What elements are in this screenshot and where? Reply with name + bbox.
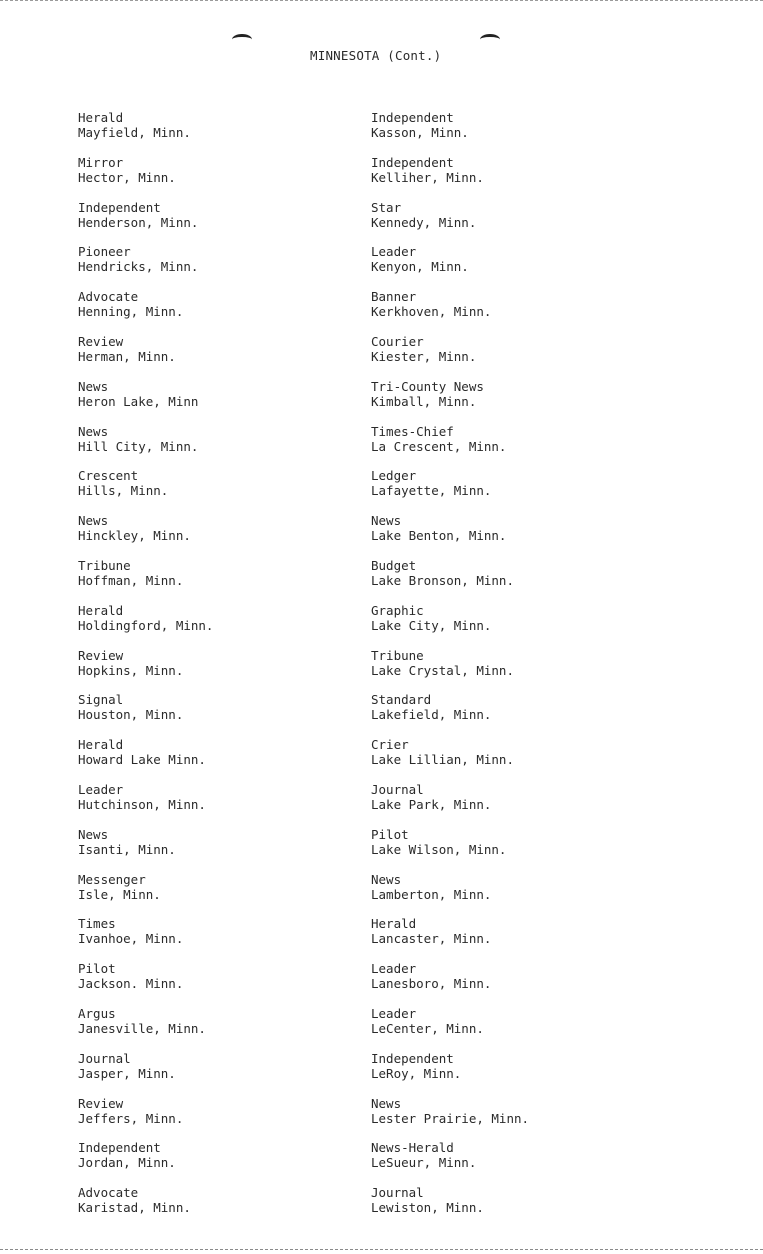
newspaper-town: LeCenter, Minn. — [371, 1020, 484, 1036]
newspaper-entry — [371, 379, 671, 424]
newspaper-entry — [371, 692, 671, 737]
newspaper-entry — [371, 648, 671, 693]
newspaper-entry — [78, 737, 378, 782]
newspaper-name: Pioneer — [78, 244, 131, 260]
newspaper-town: Lafayette, Minn. — [371, 483, 492, 499]
newspaper-entry — [78, 692, 378, 737]
newspaper-name: Tri-County News — [371, 378, 484, 394]
newspaper-town: Lake Benton, Minn. — [371, 528, 507, 544]
newspaper-name: Star — [371, 199, 402, 215]
newspaper-name: Banner — [371, 289, 417, 305]
newspaper-name: Journal — [371, 781, 424, 797]
newspaper-name: Tribune — [78, 557, 131, 573]
newspaper-name: Herald — [78, 110, 124, 125]
top-dashed-border — [0, 0, 763, 1]
newspaper-name: Tribune — [371, 647, 424, 663]
newspaper-name: Review — [78, 647, 124, 663]
newspaper-town: Kerkhoven, Minn. — [371, 304, 492, 320]
newspaper-name: News — [371, 513, 402, 529]
newspaper-entry — [78, 558, 378, 603]
newspaper-entry — [371, 1096, 671, 1141]
newspaper-entry — [78, 379, 378, 424]
newspaper-name: Review — [78, 333, 124, 349]
newspaper-entry — [371, 737, 671, 782]
newspaper-entry — [371, 334, 671, 379]
newspaper-entry — [371, 468, 671, 513]
newspaper-town: Lancaster, Minn. — [371, 931, 492, 947]
newspaper-entry — [78, 155, 378, 200]
newspaper-name: News — [78, 826, 109, 842]
newspaper-town: Kimball, Minn. — [371, 393, 477, 409]
newspaper-town: Hendricks, Minn. — [78, 259, 199, 275]
newspaper-town: Janesville, Minn. — [78, 1020, 206, 1036]
newspaper-name: News — [78, 423, 109, 439]
newspaper-town: Hinckley, Minn. — [78, 528, 191, 544]
newspaper-name: Courier — [371, 333, 424, 349]
newspaper-entry — [371, 961, 671, 1006]
left-newspaper-column — [78, 110, 378, 1230]
right-punch-mark-icon — [480, 34, 500, 45]
newspaper-name: Advocate — [78, 289, 139, 305]
newspaper-name: Argus — [78, 1005, 116, 1021]
newspaper-town: Lake Wilson, Minn. — [371, 841, 507, 857]
newspaper-entry — [78, 648, 378, 693]
newspaper-name: Messenger — [78, 871, 146, 887]
newspaper-town: Jackson. Minn. — [78, 976, 184, 992]
newspaper-town: Jasper, Minn. — [78, 1065, 176, 1081]
newspaper-town: Lake Crystal, Minn. — [371, 662, 514, 678]
newspaper-entry — [78, 827, 378, 872]
newspaper-name: Herald — [78, 737, 124, 753]
newspaper-entry — [371, 1185, 671, 1230]
newspaper-name: Herald — [371, 916, 417, 932]
newspaper-entry — [371, 1006, 671, 1051]
newspaper-entry — [78, 513, 378, 558]
newspaper-town: Heron Lake, Minn — [78, 393, 199, 409]
newspaper-entry — [78, 961, 378, 1006]
newspaper-name: Pilot — [371, 826, 409, 842]
newspaper-name: Journal — [371, 1185, 424, 1201]
newspaper-name: Times-Chief — [371, 423, 454, 439]
newspaper-town: Kasson, Minn. — [371, 125, 469, 140]
newspaper-town: Holdingford, Minn. — [78, 617, 214, 633]
newspaper-entry — [78, 200, 378, 245]
newspaper-town: Isanti, Minn. — [78, 841, 176, 857]
newspaper-entry — [78, 424, 378, 469]
newspaper-name: Signal — [78, 692, 124, 708]
newspaper-entry — [371, 916, 671, 961]
newspaper-entry — [371, 155, 671, 200]
newspaper-entry — [78, 872, 378, 917]
newspaper-entry — [78, 1051, 378, 1096]
newspaper-entry — [78, 334, 378, 379]
newspaper-name: Journal — [78, 1050, 131, 1066]
newspaper-town: Lewiston, Minn. — [371, 1200, 484, 1216]
newspaper-entry — [78, 1096, 378, 1141]
newspaper-town: Henning, Minn. — [78, 304, 184, 320]
newspaper-town: Hill City, Minn. — [78, 438, 199, 454]
newspaper-name: Graphic — [371, 602, 424, 618]
newspaper-name: Independent — [78, 1140, 161, 1156]
page-title: MINNESOTA (Cont.) — [310, 48, 442, 63]
newspaper-entry — [371, 558, 671, 603]
newspaper-town: Hills, Minn. — [78, 483, 169, 499]
newspaper-town: Jeffers, Minn. — [78, 1110, 184, 1126]
newspaper-town: Kiester, Minn. — [371, 348, 477, 364]
newspaper-entry — [371, 1140, 671, 1185]
newspaper-town: Lamberton, Minn. — [371, 886, 492, 902]
newspaper-town: Jordan, Minn. — [78, 1155, 176, 1171]
newspaper-town: Lake Park, Minn. — [371, 796, 492, 812]
newspaper-town: Mayfield, Minn. — [78, 125, 191, 140]
newspaper-town: Lakefield, Minn. — [371, 707, 492, 723]
newspaper-town: Henderson, Minn. — [78, 214, 199, 230]
newspaper-name: Budget — [371, 557, 417, 573]
newspaper-name: News — [371, 1095, 402, 1111]
newspaper-entry — [78, 110, 378, 155]
newspaper-name: Crier — [371, 737, 409, 753]
newspaper-town: Ivanhoe, Minn. — [78, 931, 184, 947]
newspaper-entry — [371, 289, 671, 334]
newspaper-town: Hutchinson, Minn. — [78, 796, 206, 812]
newspaper-entry — [78, 1185, 378, 1230]
newspaper-town: Kelliher, Minn. — [371, 169, 484, 185]
newspaper-name: Times — [78, 916, 116, 932]
newspaper-entry — [78, 782, 378, 827]
newspaper-town: Lake City, Minn. — [371, 617, 492, 633]
newspaper-name: Mirror — [78, 154, 124, 170]
newspaper-entry — [371, 200, 671, 245]
newspaper-town: Lester Prairie, Minn. — [371, 1110, 530, 1126]
newspaper-name: Review — [78, 1095, 124, 1111]
newspaper-town: Karistad, Minn. — [78, 1200, 191, 1216]
newspaper-name: News — [78, 378, 109, 394]
newspaper-town: Hopkins, Minn. — [78, 662, 184, 678]
newspaper-entry — [78, 289, 378, 334]
newspaper-entry — [371, 827, 671, 872]
newspaper-entry — [78, 468, 378, 513]
newspaper-town: Lake Bronson, Minn. — [371, 572, 514, 588]
newspaper-town: Houston, Minn. — [78, 707, 184, 723]
newspaper-name: Crescent — [78, 468, 139, 484]
newspaper-name: News-Herald — [371, 1140, 454, 1156]
newspaper-town: Kennedy, Minn. — [371, 214, 477, 230]
newspaper-entry — [371, 603, 671, 648]
newspaper-town: Lake Lillian, Minn. — [371, 752, 514, 768]
newspaper-entry — [78, 244, 378, 289]
newspaper-name: Leader — [371, 244, 417, 260]
newspaper-name: Independent — [78, 199, 161, 215]
newspaper-entry — [371, 513, 671, 558]
newspaper-town: Isle, Minn. — [78, 886, 161, 902]
newspaper-name: Herald — [78, 602, 124, 618]
newspaper-entry — [371, 424, 671, 469]
newspaper-entry — [78, 1140, 378, 1185]
newspaper-entry — [78, 916, 378, 961]
newspaper-name: Advocate — [78, 1185, 139, 1201]
newspaper-town: Hoffman, Minn. — [78, 572, 184, 588]
newspaper-entry — [371, 110, 671, 155]
left-punch-mark-icon — [232, 34, 252, 45]
newspaper-entry — [78, 1006, 378, 1051]
newspaper-name: Leader — [78, 781, 124, 797]
newspaper-town: Hector, Minn. — [78, 169, 176, 185]
newspaper-town: LeSueur, Minn. — [371, 1155, 477, 1171]
newspaper-town: Herman, Minn. — [78, 348, 176, 364]
newspaper-name: Independent — [371, 154, 454, 170]
newspaper-entry — [371, 244, 671, 289]
newspaper-name: Leader — [371, 961, 417, 977]
newspaper-name: Leader — [371, 1005, 417, 1021]
newspaper-name: Pilot — [78, 961, 116, 977]
newspaper-entry — [371, 1051, 671, 1096]
newspaper-name: Standard — [371, 692, 432, 708]
newspaper-name: Independent — [371, 1050, 454, 1066]
newspaper-town: La Crescent, Minn. — [371, 438, 507, 454]
newspaper-town: Howard Lake Minn. — [78, 752, 206, 768]
newspaper-name: News — [371, 871, 402, 887]
newspaper-name: Independent — [371, 110, 454, 125]
newspaper-entry — [371, 872, 671, 917]
newspaper-town: Lanesboro, Minn. — [371, 976, 492, 992]
newspaper-name: News — [78, 513, 109, 529]
bottom-dashed-border — [0, 1249, 763, 1250]
right-newspaper-column — [371, 110, 671, 1230]
newspaper-town: Kenyon, Minn. — [371, 259, 469, 275]
newspaper-town: LeRoy, Minn. — [371, 1065, 462, 1081]
newspaper-entry — [78, 603, 378, 648]
newspaper-name: Ledger — [371, 468, 417, 484]
newspaper-entry — [371, 782, 671, 827]
